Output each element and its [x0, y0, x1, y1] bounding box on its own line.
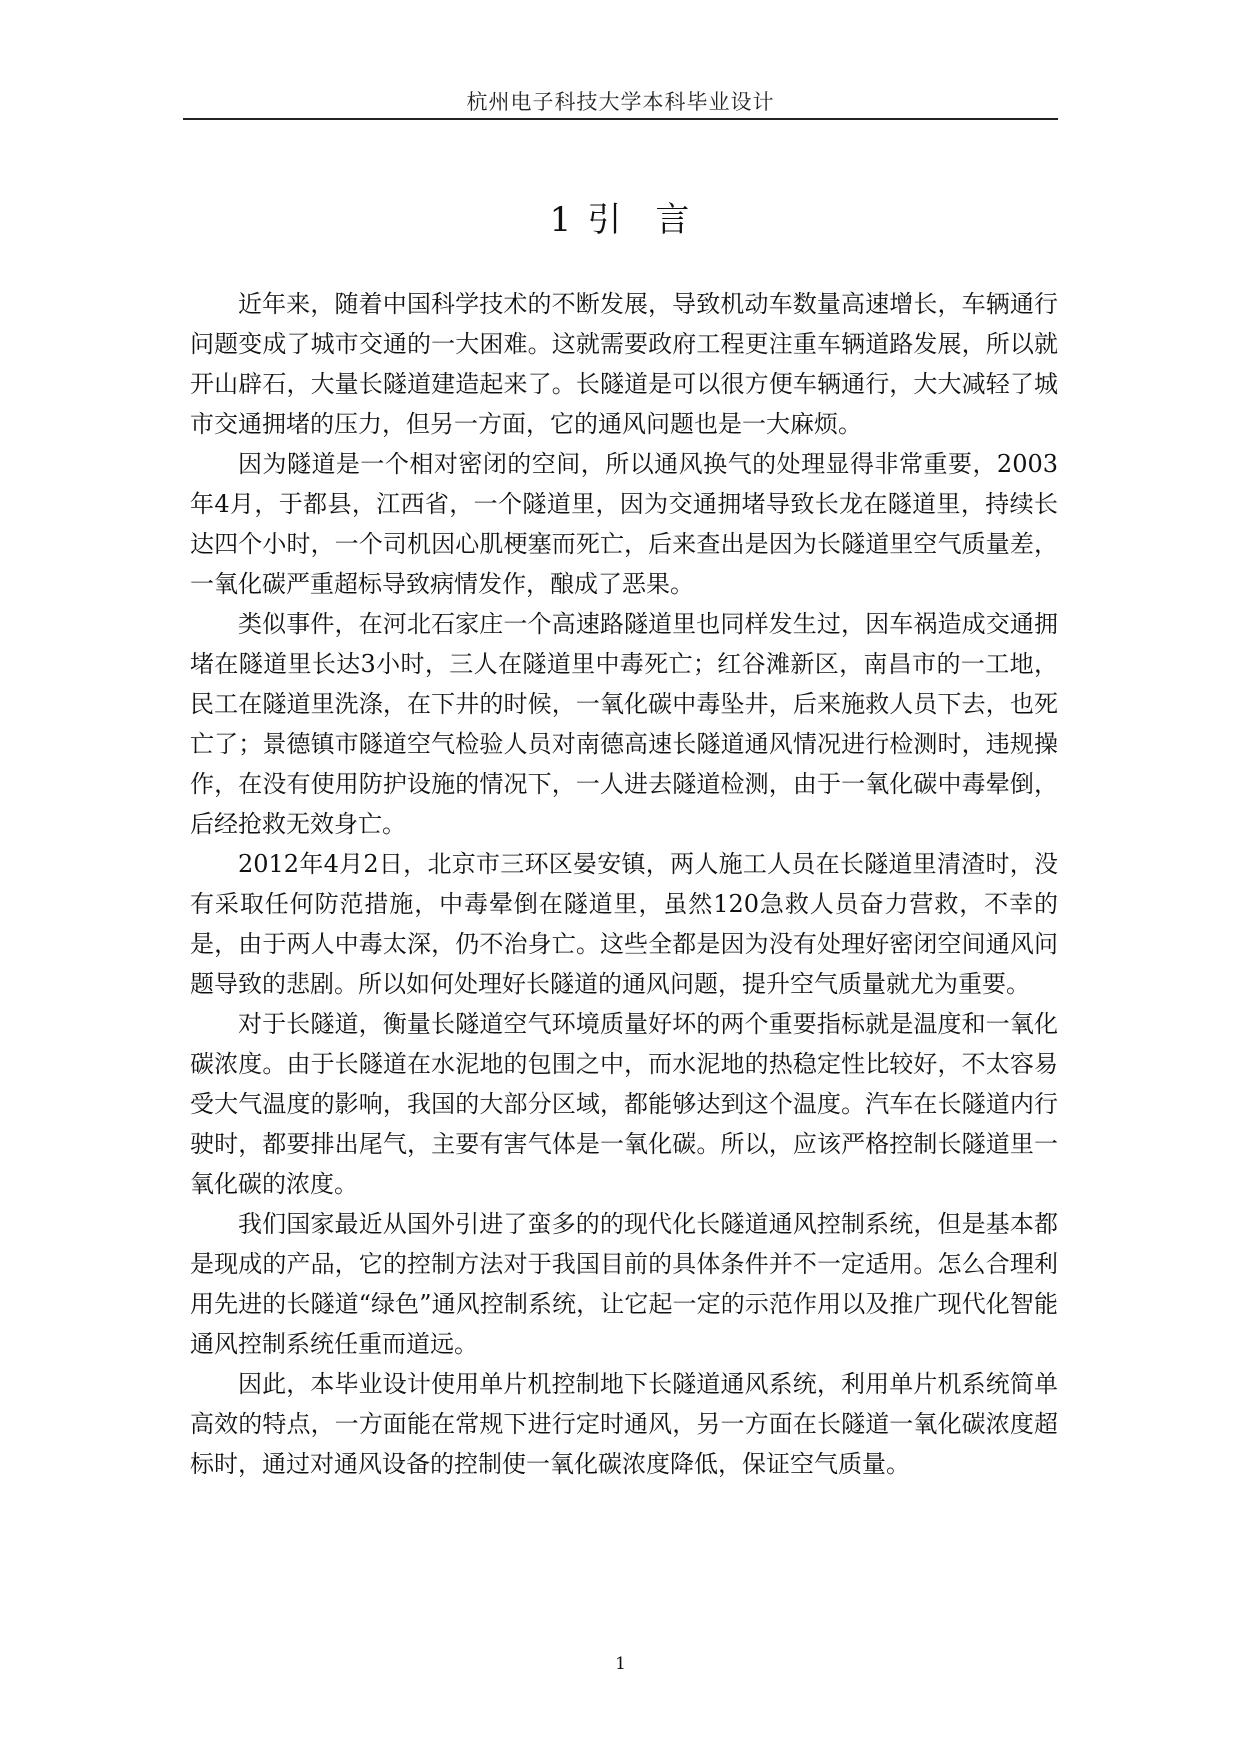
paragraph: 因此，本毕业设计使用单片机控制地下长隧道通风系统，利用单片机系统简单高效的特点，一方面能在常规下进行定时通风，另一方面在长隧道一氧化碳浓度超标时，通过对通风设备的控制使一氧化碳浓度降低，保证空气质量。: [190, 1370, 1058, 1478]
paragraph: 类似事件，在河北石家庄一个高速路隧道里也同样发生过，因车祸造成交通拥堵在隧道里长达3小时，三人在隧道里中毒死亡；红谷滩新区，南昌市的一工地，民工在隧道里洗涤，在下井的时候，一氧化碳中毒坠井，后来施救人员下去，也死亡了；景德镇市隧道空气检验人员对南德高速长隧道通风情况进行检测时，违规操作，在没有使用防护设施的情况下，一人进去隧道检测，由于一氧化碳中毒晕倒，后经抢救无效身亡。: [190, 610, 1058, 838]
paragraph: 我们国家最近从国外引进了蛮多的的现代化长隧道通风控制系统，但是基本都是现成的产品，它的控制方法对于我国目前的具体条件并不一定适用。怎么合理利用先进的长隧道“绿色”通风控制系统，让它起一定的示范作用以及推广现代化智能通风控制系统任重而道远。: [190, 1210, 1058, 1358]
paragraph: 2012年4月2日，北京市三环区晏安镇，两人施工人员在长隧道里清渣时，没有采取任何防范措施，中毒晕倒在隧道里，虽然120急救人员奋力营救，不幸的是，由于两人中毒太深，仍不治身亡。这些全都是因为没有处理好密闭空间通风问题导致的悲剧。所以如何处理好长隧道的通风问题，提升空气质量就尤为重要。: [190, 850, 1058, 998]
chapter-title-part2: 言: [655, 200, 692, 240]
header-divider: [183, 118, 1058, 120]
chapter-title-part1: 引: [587, 200, 624, 240]
chapter-title: [183, 192, 1058, 241]
page-number: 1: [615, 1654, 626, 1674]
running-header: 杭州电子科技大学本科毕业设计: [466, 90, 775, 114]
body-text: [190, 284, 1058, 1484]
paragraph: 因为隧道是一个相对密闭的空间，所以通风换气的处理显得非常重要，2003年4月，于都县，江西省，一个隧道里，因为交通拥堵导致长龙在隧道里，持续长达四个小时，一个司机因心肌梗塞而死亡，后来查出是因为长隧道里空气质量差，一氧化碳严重超标导致病情发作，酿成了恶果。: [190, 450, 1058, 598]
chapter-number: 1: [549, 200, 574, 240]
paragraph: 近年来，随着中国科学技术的不断发展，导致机动车数量高速增长，车辆通行问题变成了城市交通的一大困难。这就需要政府工程更注重车辆道路发展，所以就开山辟石，大量长隧道建造起来了。长隧道是可以很方便车辆通行，大大减轻了城市交通拥堵的压力，但另一方面，它的通风问题也是一大麻烦。: [190, 290, 1058, 438]
paragraph: 对于长隧道，衡量长隧道空气环境质量好坏的两个重要指标就是温度和一氧化碳浓度。由于长隧道在水泥地的包围之中，而水泥地的热稳定性比较好，不太容易受大气温度的影响，我国的大部分区域，都能够达到这个温度。汽车在长隧道内行驶时，都要排出尾气，主要有害气体是一氧化碳。所以，应该严格控制长隧道里一氧化碳的浓度。: [190, 1010, 1058, 1198]
